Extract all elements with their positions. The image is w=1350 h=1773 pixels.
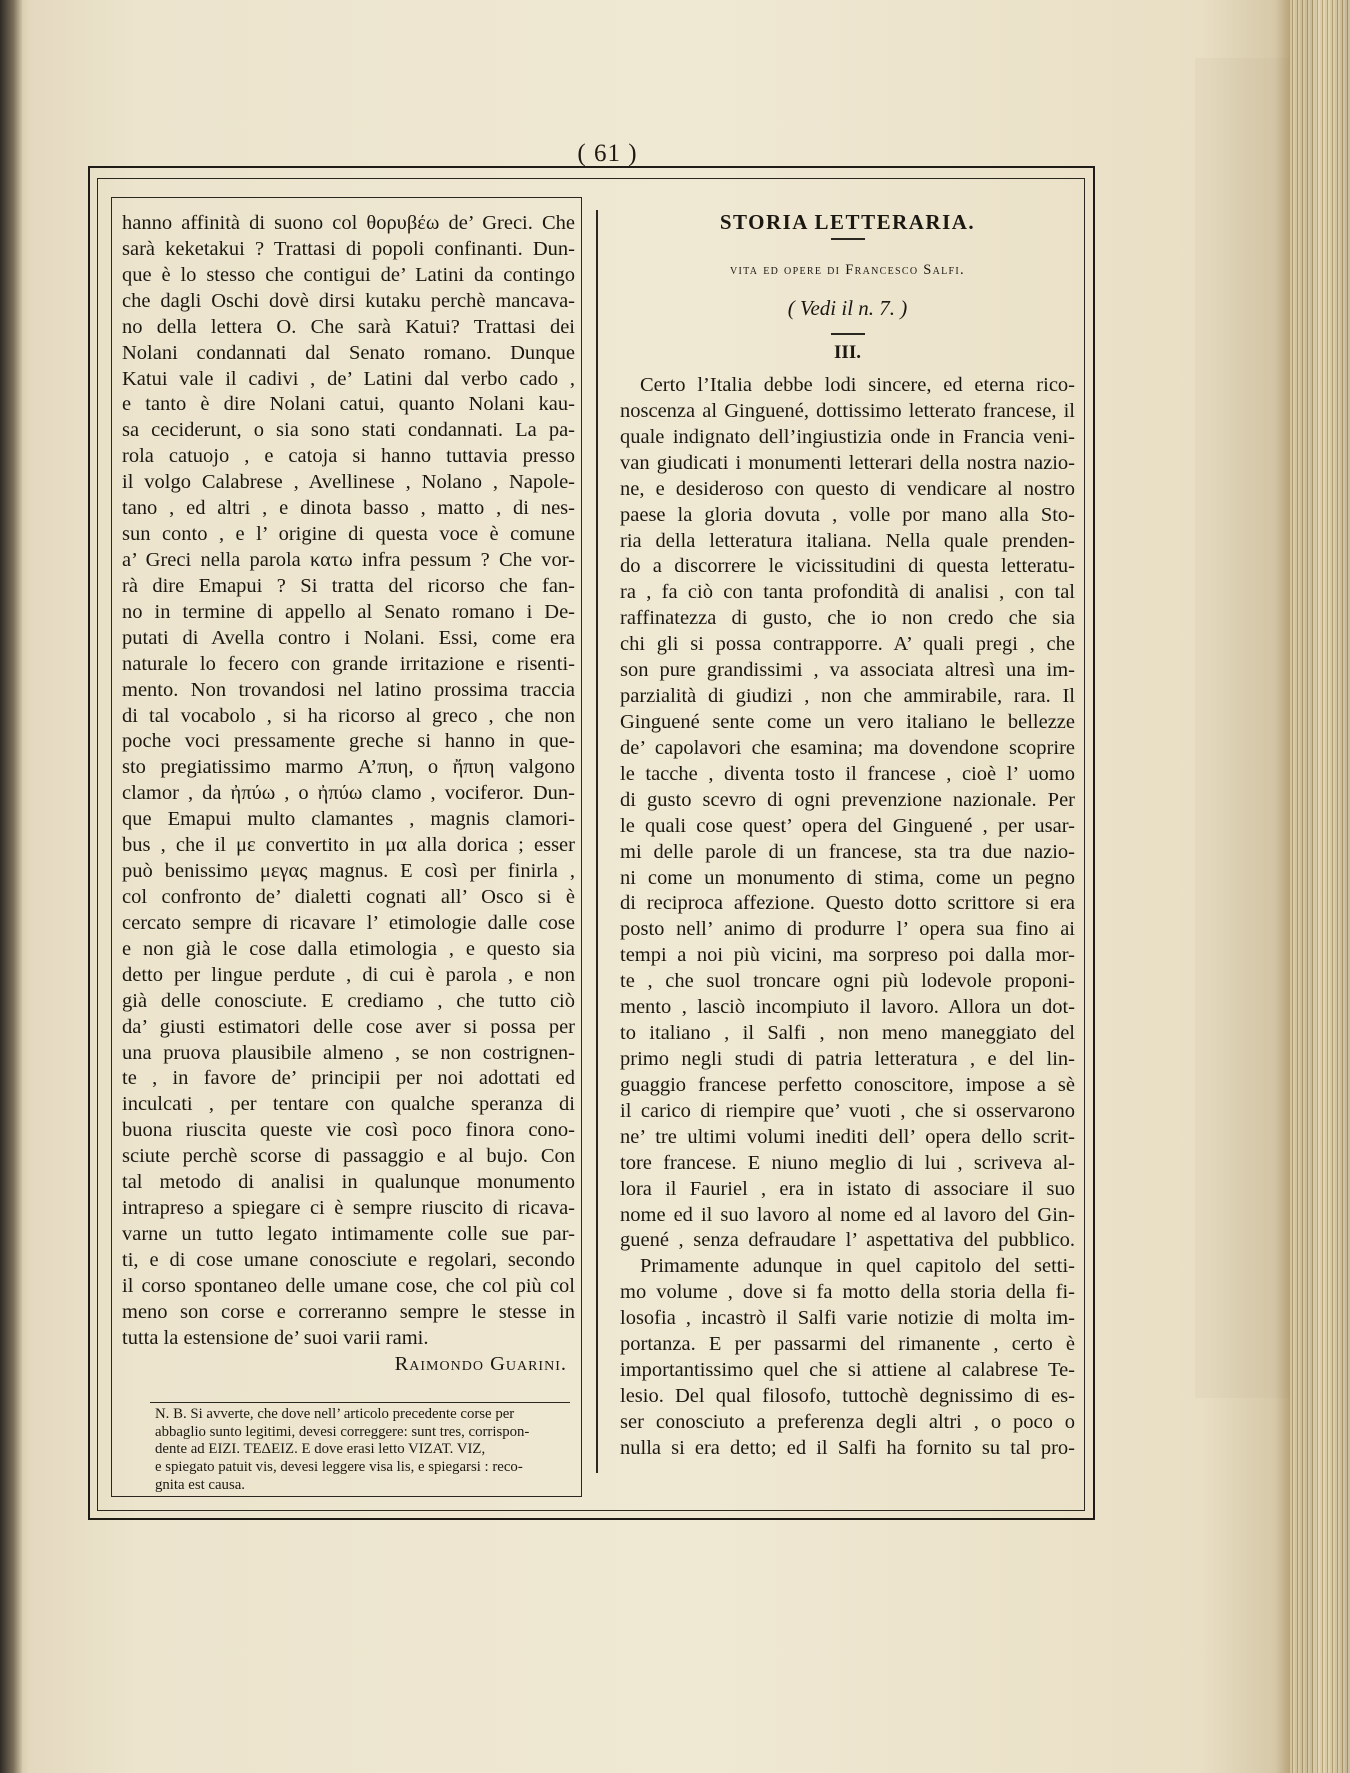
text-line: guené , senza defraudare l’ aspettativa del pubblico. <box>620 1229 1075 1252</box>
cross-reference: ( Vedi il n. 7. ) <box>787 296 908 320</box>
left-column-text <box>122 211 575 1377</box>
text-line: sun conto , e l’ origine di questa voce è comune <box>122 523 575 546</box>
text-line: Nolani condannati dal Senato romano. Dunque <box>122 341 575 364</box>
text-line: paese la gloria dovuta , volle por mano alla Sto- <box>620 503 1075 526</box>
text-line: da’ giusti estimatori delle cose aver si possa per <box>122 1015 575 1038</box>
text-line: le tacche , diventa tosto il francese , cioè l’ uomo <box>620 762 1075 785</box>
text-line: Ginguené sente come un vero italiano le bellezze <box>620 710 1075 733</box>
text-line: do a discorrere le vicissitudini di questa letteratu- <box>620 555 1075 578</box>
text-line: il corso spontaneo delle umane cose, che col più col <box>122 1274 575 1297</box>
column-divider <box>596 210 598 1473</box>
text-line: che dagli Oschi dovè dirsi kutaku perchè mancava- <box>122 289 575 312</box>
text-line: gnita est causa. <box>155 1476 245 1493</box>
text-line: to italiano , il Salfi , non meno maneggiato del <box>620 1022 1075 1045</box>
text-line: sciute perchè scorse di passaggio e al bujo. Con <box>122 1145 575 1168</box>
text-line: tore francese. E niuno meglio di lui , scriveva al- <box>620 1151 1075 1174</box>
binding-edge <box>0 0 22 1773</box>
text-line: te , che suol troncare ogni più lodevole proponi- <box>620 970 1075 993</box>
text-line: no della lettera O. Che sarà Katui? Trattasi dei <box>122 315 575 338</box>
text-line: tutta la estensione de’ suoi varii rami. <box>122 1326 429 1349</box>
text-line: inculcati , per tentare con qualche speranza di <box>122 1093 575 1116</box>
text-line: tal metodo di analisi in qualunque monumento <box>122 1171 575 1194</box>
text-line: importantissimo quel che si attiene al calabrese Te- <box>620 1359 1075 1382</box>
text-line: a’ Greci nella parola κατω infra pessum ? Che vor- <box>122 548 575 571</box>
footnote-rule <box>150 1402 570 1403</box>
text-line: van giudicati i monumenti letterari della nostra nazio- <box>620 451 1075 474</box>
text-line: tano , ed altri , e dinota basso , matto , di nes- <box>122 497 575 520</box>
text-line: primo negli studi di patria letteratura , e del lin- <box>620 1047 1075 1070</box>
text-line: que Emapui multo clamantes , magnis clamori- <box>122 808 575 831</box>
book-fore-edge <box>1290 0 1350 1773</box>
text-line: ne’ tre ultimi volumi inediti dell’ opera dello scrit- <box>620 1125 1075 1148</box>
text-line: hanno affinità di suono col θορυβέω de’ Greci. Che <box>122 212 575 234</box>
text-line: sa ceciderunt, o sia sono stati condannati. La pa- <box>122 419 575 442</box>
text-line: chi gli si possa contrapporre. A’ quali pregi , che <box>620 633 1075 656</box>
text-line: no in termine di appello al Senato romano i De- <box>122 600 575 623</box>
show-through-area <box>1195 58 1290 1398</box>
text-line: lora il Fauriel , era in istato di associare il suo <box>620 1177 1075 1200</box>
text-line: detto per lingue perdute , di cui è parola , e non <box>122 963 575 986</box>
text-line: bus , che il με convertito in μα alla dorica ; esser <box>122 834 575 857</box>
text-line: rà dire Emapui ? Si tratta del ricorso che fan- <box>122 574 575 597</box>
text-line: meno son corse e correranno sempre le stesse in <box>122 1300 575 1323</box>
text-line: sto pregiatissimo marmo Α’πυη, ο ἤπυη valgono <box>122 756 575 779</box>
text-line: de’ capolavori che esamina; ma dovendone scoprire <box>620 736 1075 759</box>
text-line: e spiegato patuit vis, devesi leggere visa lis, e spiegarsi : reco- <box>155 1459 523 1476</box>
text-line: noscenza al Ginguené, dottissimo letterato francese, il <box>620 399 1075 422</box>
text-line: que è lo stesso che contigui de’ Latini da contingo <box>122 263 575 286</box>
text-line: portanza. E per passarmi del rimanente , certo è <box>620 1333 1075 1356</box>
text-line: te , in favore de’ principii per noi adottati ed <box>122 1067 575 1090</box>
text-line: mo volume , dove si fa motto della storia della fi- <box>620 1281 1075 1304</box>
text-line: Certo l’Italia debbe lodi sincere, ed eterna rico- <box>640 374 1075 396</box>
text-line: cercato sempre di ricavare l’ etimologie dalle cose <box>122 911 575 934</box>
text-line: già delle conosciute. E crediamo , che tutto ciò <box>122 989 575 1012</box>
subheading-dash <box>620 333 1075 335</box>
text-line: dente ad EIZI. TEΔEIZ. E dove erasi letto VIZAT. VIZ, <box>155 1441 486 1458</box>
text-line: il volgo Calabrese , Avellinese , Nolano , Napole- <box>122 471 575 494</box>
text-line: N. B. Si avverte, che dove nell’ articolo precedente corse per <box>155 1406 515 1422</box>
text-line: una pruova plausibile almeno , se non costrignen- <box>122 1041 575 1064</box>
text-line: nome ed il suo lavoro al nome ed al lavoro del Gin- <box>620 1203 1075 1226</box>
text-line: ser conosciuto a preferenza degli altri , o poco o <box>620 1410 1075 1433</box>
text-line: e tanto è dire Nolani catui, quanto Nolani kau- <box>122 393 575 416</box>
text-line: son pure grandissimi , va associata altresì una im- <box>620 659 1075 682</box>
heading-dash <box>620 238 1075 240</box>
text-line: guaggio francese perfetto conoscitore, impose a sè <box>620 1073 1075 1096</box>
text-line: ti, e di cose umane conosciute e regolari, secondo <box>122 1248 575 1271</box>
text-line: varne un tutto legato intimamente colle sue par- <box>122 1222 575 1245</box>
section-heading: STORIA LETTERARIA. <box>719 210 976 234</box>
right-column-text <box>620 373 1075 1462</box>
text-line: buona riuscita queste vie così poco finora cono- <box>122 1119 575 1142</box>
text-line: rola catuojo , e catoja si hanno tuttavia presso <box>122 445 575 468</box>
text-line: ni come un monumento di stima, come un pegno <box>620 866 1075 889</box>
text-line: quale indignato dell’ingiustizia onde in Francia veni- <box>620 425 1075 448</box>
text-line: lesio. Del qual filosofo, tuttochè degnissimo di es- <box>620 1384 1075 1407</box>
page-number: ( 61 ) <box>577 140 638 167</box>
text-line: Primamente adunque in quel capitolo del setti- <box>640 1255 1075 1278</box>
text-line: di gusto scevro di ogni prevenzione nazionale. Per <box>620 788 1075 811</box>
text-line: posto nell’ animo di produrre l’ opera sua fino ai <box>620 918 1075 941</box>
article-subheading: vita ed opere di Francesco Salfi. <box>730 262 965 278</box>
text-line: ria della letteratura italiana. Nella quale prenden- <box>620 529 1075 552</box>
text-line: il carico di riempire que’ vuoti , che si osservarono <box>620 1099 1075 1122</box>
text-line: clamor , da ἠπύω , o ἠπύω clamo , vociferor. Dun- <box>122 782 575 805</box>
text-line: Katui vale il cadivi , de’ Latini dal verbo cado , <box>122 367 575 390</box>
text-line: mento , lasciò incompiuto il lavoro. Allora un dot- <box>620 996 1075 1019</box>
text-line: raffinatezza di gusto, che io non credo che sia <box>620 607 1075 630</box>
text-line: putati di Avella contro i Nolani. Essi, come era <box>122 626 575 649</box>
author-signature: Raimondo Guarini. <box>394 1352 567 1375</box>
text-line: ne, e desideroso con questo di vendicare al nostro <box>620 477 1075 500</box>
text-line: ra , fa ciò con tanta profondità di analisi , con tal <box>620 581 1075 604</box>
text-line: mento. Non trovandosi nel latino prossima traccia <box>122 678 575 701</box>
text-line: poche voci pressamente greche si hanno in que- <box>122 730 575 753</box>
text-line: sarà keketakui ? Trattasi di popoli confinanti. Dun- <box>122 237 575 260</box>
text-line: può benissimo μεγας magnus. E così per finirla , <box>122 860 575 883</box>
text-line: tempi a noi più vicini, ma sorpreso poi dalla mor- <box>620 944 1075 967</box>
text-line: parzialità di giudizi , non che ammirabile, rara. Il <box>620 685 1075 708</box>
text-line: di reciproca affezione. Questo dotto scrittore si era <box>620 892 1075 915</box>
text-line: di tal vocabolo , si ha ricorso al greco , che non <box>122 704 575 727</box>
text-line: nulla si era detto; ed il Salfi ha fornito su tal pro- <box>620 1436 1075 1459</box>
section-number: III. <box>834 342 861 363</box>
text-line: e non già le cose dalla etimologia , e questo sia <box>122 937 575 960</box>
text-line: naturale lo fecero con grande irritazione e risenti- <box>122 652 575 675</box>
text-line: intrapreso a spiegare ci è sempre riuscito di ricava- <box>122 1197 575 1220</box>
text-line: losofia , incastrò il Salfi varie notizie di molta im- <box>620 1307 1075 1330</box>
text-line: le quali cose quest’ opera del Ginguené , per usar- <box>620 814 1075 837</box>
text-line: mi delle parole di un francese, sta tra due nazio- <box>620 840 1075 863</box>
text-line: col confronto de’ dialetti cognati all’ Osco si è <box>122 885 575 908</box>
footnote <box>155 1406 595 1495</box>
text-line: abbaglio sunto legitimi, devesi correggere: sunt tres, corrispon- <box>155 1423 530 1440</box>
